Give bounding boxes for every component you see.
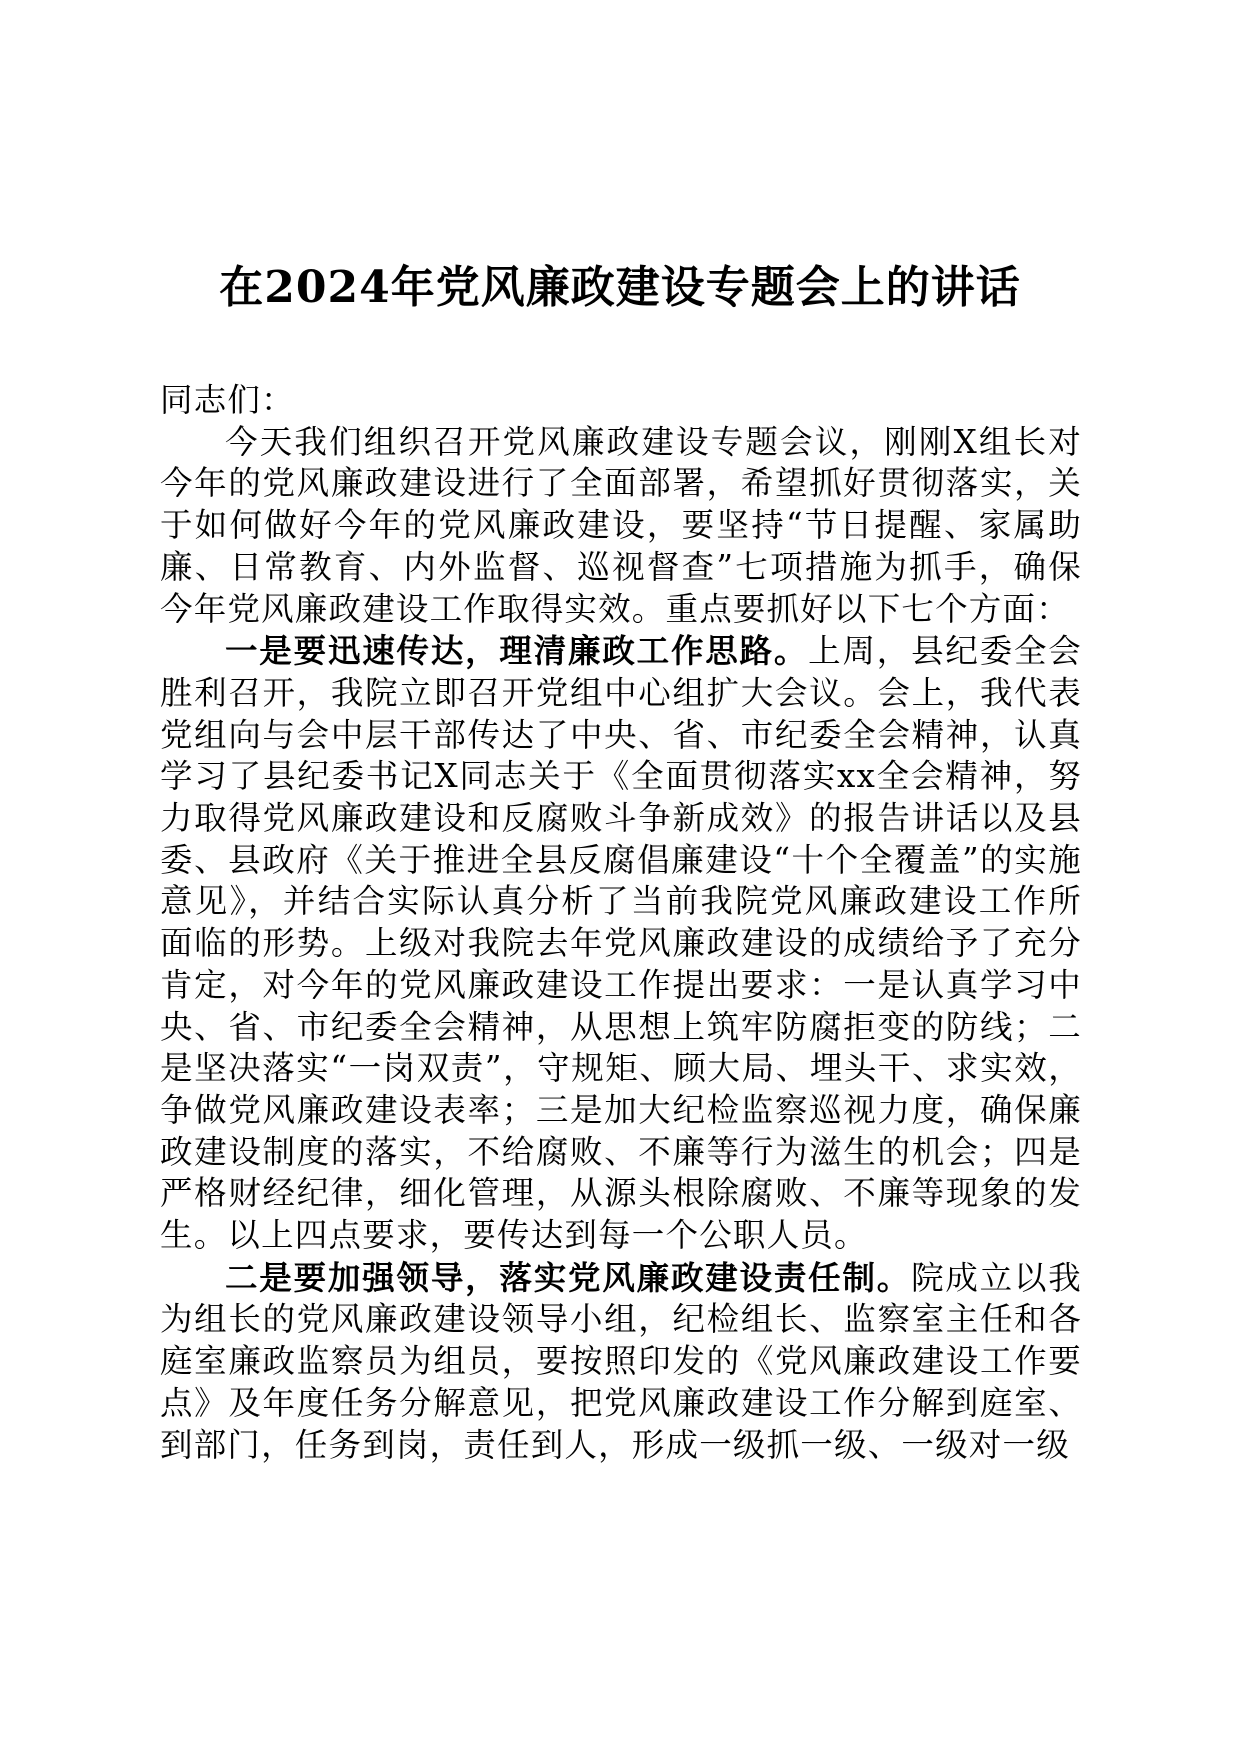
document-title: 在2024年党风廉政建设专题会上的讲话	[219, 262, 1021, 313]
paragraph-intro	[160, 422, 1082, 631]
paragraph-text: 上周，县纪委全会胜利召开，我院立即召开党组中心组扩大会议。会上，我代表党组向与会中层干部传达了中央、省、市纪委全会精神，认真学习了县纪委书记X同志关于《全面贯彻落实xx全会精神，努力取得党风廉政建设和反腐败斗争新成效》的报告讲话以及县委、县政府《关于推进全县反腐倡廉建设“十个全覆盖”的实施意见》，并结合实际认真分析了当前我院党风廉政建设工作所面临的形势。上级对我院去年党风廉政建设的成绩给予了充分肯定，对今年的党风廉政建设工作提出要求：一是认真学习中央、省、市纪委全会精神，从思想上筑牢防腐拒变的防线；二是坚决落实“一岗双责”，守规矩、顾大局、埋头干、求实效，争做党风廉政建设表率；三是加大纪检监察巡视力度，确保廉政建设制度的落实，不给腐败、不廉等行为滋生的机会；四是严格财经纪律，细化管理，从源头根除腐败、不廉等现象的发生。以上四点要求，要传达到每一个公职人员。	[160, 632, 1082, 1255]
paragraph-text: 院成立以我为组长的党风廉政建设领导小组，纪检组长、监察室主任和各庭室廉政监察员为组员，要按照印发的《党风廉政建设工作要点》及年度任务分解意见，把党风廉政建设工作分解到庭室、到部门，任务到岗，责任到人，形成一级抓一级、一级对一级	[160, 1258, 1082, 1464]
paragraph-lead-heading: 一是要迅速传达，理清廉政工作思路。	[225, 631, 809, 671]
paragraph-text: 今天我们组织召开党风廉政建设专题会议，刚刚X组长对今年的党风廉政建设进行了全面部署，希望抓好贯彻落实，关于如何做好今年的党风廉政建设，要坚持“节日提醒、家属助廉、日常教育、内外监督、巡视督查”七项措施为抓手，确保今年党风廉政建设工作取得实效。重点要抓好以下七个方面：	[160, 422, 1082, 628]
paragraph-point-1	[160, 630, 1082, 1257]
paragraph-lead-heading: 二是要加强领导，落实党风廉政建设责任制。	[225, 1257, 912, 1297]
document-body	[160, 380, 1082, 1466]
salutation: 同志们：	[160, 381, 295, 419]
paragraph-point-2	[160, 1257, 1082, 1467]
